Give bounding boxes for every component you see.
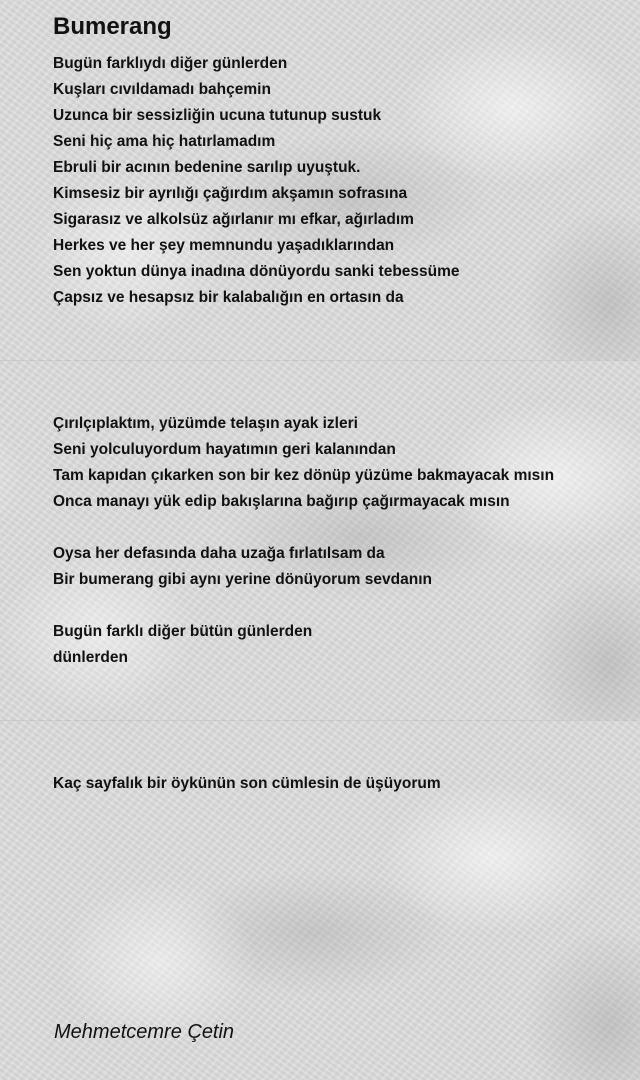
poem-line: Kimsesiz bir ayrılığı çağırdım akşamın sofrasına	[53, 185, 408, 202]
poem-line: Bir bumerang gibi aynı yerine dönüyorum sevdanın	[53, 571, 432, 588]
stanza-1	[53, 51, 460, 311]
poem-line: Seni hiç ama hiç hatırlamadım	[53, 133, 276, 150]
poem-line: dünlerden	[53, 649, 128, 666]
panel-divider	[0, 360, 640, 361]
poem-line: Bugün farklı diğer bütün günlerden	[53, 623, 313, 640]
poem-line: Uzunca bir sessizliğin ucuna tutunup sustuk	[53, 107, 382, 124]
panel-divider	[0, 720, 640, 721]
poem-line: Seni yolculuyordum hayatımın geri kalanından	[53, 441, 396, 458]
poem-line: Ebruli bir acının bedenine sarılıp uyuştuk.	[53, 159, 361, 176]
poem-line: Çapsız ve hesapsız bir kalabalığın en ortasın da	[53, 289, 404, 306]
stanza-2	[53, 411, 554, 515]
poem-line: Sen yoktun dünya inadına dönüyordu sanki tebessüme	[53, 263, 460, 280]
stanza-5	[53, 771, 441, 797]
poem-line: Kuşları cıvıldamadı bahçemin	[53, 81, 271, 98]
poem-author: Mehmetcemre Çetin	[54, 1021, 235, 1043]
poem-line: Oysa her defasında daha uzağa fırlatılsam da	[53, 545, 385, 562]
poem-line: Onca manayı yük edip bakışlarına bağırıp çağırmayacak mısın	[53, 493, 510, 510]
stanza-3	[53, 541, 432, 593]
poem-line: Herkes ve her şey memnundu yaşadıklarından	[53, 237, 395, 254]
poem-line: Kaç sayfalık bir öykünün son cümlesin de üşüyorum	[53, 775, 441, 792]
poem-title: Bumerang	[53, 13, 172, 40]
stanza-4	[53, 619, 312, 671]
poem-line: Sigarasız ve alkolsüz ağırlanır mı efkar, ağırladım	[53, 211, 414, 228]
poem-line: Çırılçıplaktım, yüzümde telaşın ayak izleri	[53, 415, 358, 432]
poem-line: Bugün farklıydı diğer günlerden	[53, 55, 288, 72]
poem-line: Tam kapıdan çıkarken son bir kez dönüp yüzüme bakmayacak mısın	[53, 467, 555, 484]
